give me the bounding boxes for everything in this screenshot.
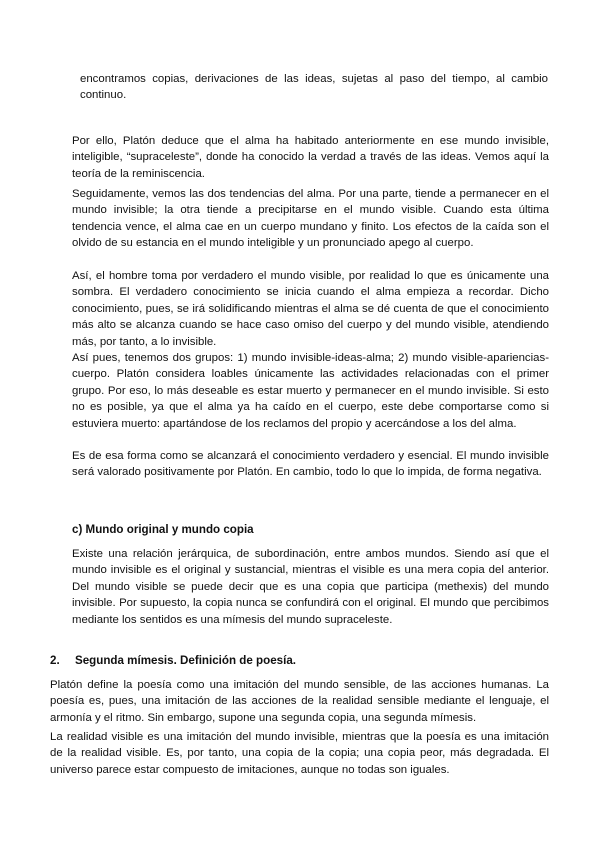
paragraph-tendencias: Seguidamente, vemos las dos tendencias del alma. Por una parte, tiende a permanecer en el mundo invisible; la otra tiende a precipitarse en el mundo visible. Cuando esta última tendencia vence, el alma cae en un cuerpo mundano y finito. Los efectos de la caída son el olvido de su estancia en el mundo inteligible y un pronunciado apego al cuerpo. (72, 188, 549, 250)
paragraph-forma: Es de esa forma como se alcanzará el conocimiento verdadero y esencial. El mundo invisible será valorado positivamente por Platón. En cambio, todo lo que lo impida, de forma negativa. (72, 450, 549, 479)
paragraph-jerarquica: Existe una relación jerárquica, de subordinación, entre ambos mundos. Siendo así que el mundo invisible es el original y sustancial, mientras el visible es una mera copia del anterior. Del mundo visible se puede decir que es una copia que participa (methexis) del mundo invisible. Por supuesto, la copia nunca se confundirá con el original. El mundo que percibimos mediante los sentidos es una mímesis del mundo supraceleste. (72, 548, 549, 626)
section-heading-c: c) Mundo original y mundo copia (72, 523, 254, 536)
paragraph-realidad: La realidad visible es una imitación del mundo invisible, mientras que la poesía es una imitación de la realidad visible. Es, por tanto, una copia de la copia; una copia peor, más degradada. El universo parece estar compuesto de imitaciones, aunque no todas son iguales. (50, 731, 549, 776)
paragraph-poesia: Platón define la poesía como una imitación del mundo sensible, de las acciones humanas. La poesía es, pues, una imitación de las acciones de la realidad sensible mediante el lenguaje, el armonía y el ritmo. Sin embargo, supone una segunda copia, una segunda mímesis. (50, 679, 549, 724)
paragraph-sombra: Así, el hombre toma por verdadero el mundo visible, por realidad lo que es únicamente una sombra. El verdadero conocimiento se inicia cuando el alma empieza a recordar. Dicho conocimiento, pues, se irá solidificando mientras el alma se dé cuenta de que el conocimiento más alto se alcanza cuando se hace caso omiso del cuerpo y del mundo visible, atendiendo más, por tanto, a lo invisible. (72, 270, 549, 348)
section-heading-2: Segunda mímesis. Definición de poesía. (75, 654, 296, 667)
paragraph-grupos: Así pues, tenemos dos grupos: 1) mundo invisible-ideas-alma; 2) mundo visible-apariencias-cuerpo. Platón considera loables únicamente las actividades relacionadas con el primer grupo. Por eso, lo más deseable es estar muerto y permanecer en el mundo invisible. Si esto no es posible, ya que el alma ya ha caído en el cuerpo, este debe comportarse como si estuviera muerto: apartándose de los reclamos del propio y acercándose a los del alma. (72, 352, 549, 430)
paragraph-reminiscencia: Por ello, Platón deduce que el alma ha habitado anteriormente en ese mundo invisible, inteligible, “supraceleste”, donde ha conocido la verdad a través de las ideas. Vemos aquí la teoría de la reminiscencia. (72, 135, 549, 180)
section-number-2: 2. (50, 654, 60, 667)
paragraph-continuation: encontramos copias, derivaciones de las ideas, sujetas al paso del tiempo, al cambio continuo. (80, 73, 548, 102)
